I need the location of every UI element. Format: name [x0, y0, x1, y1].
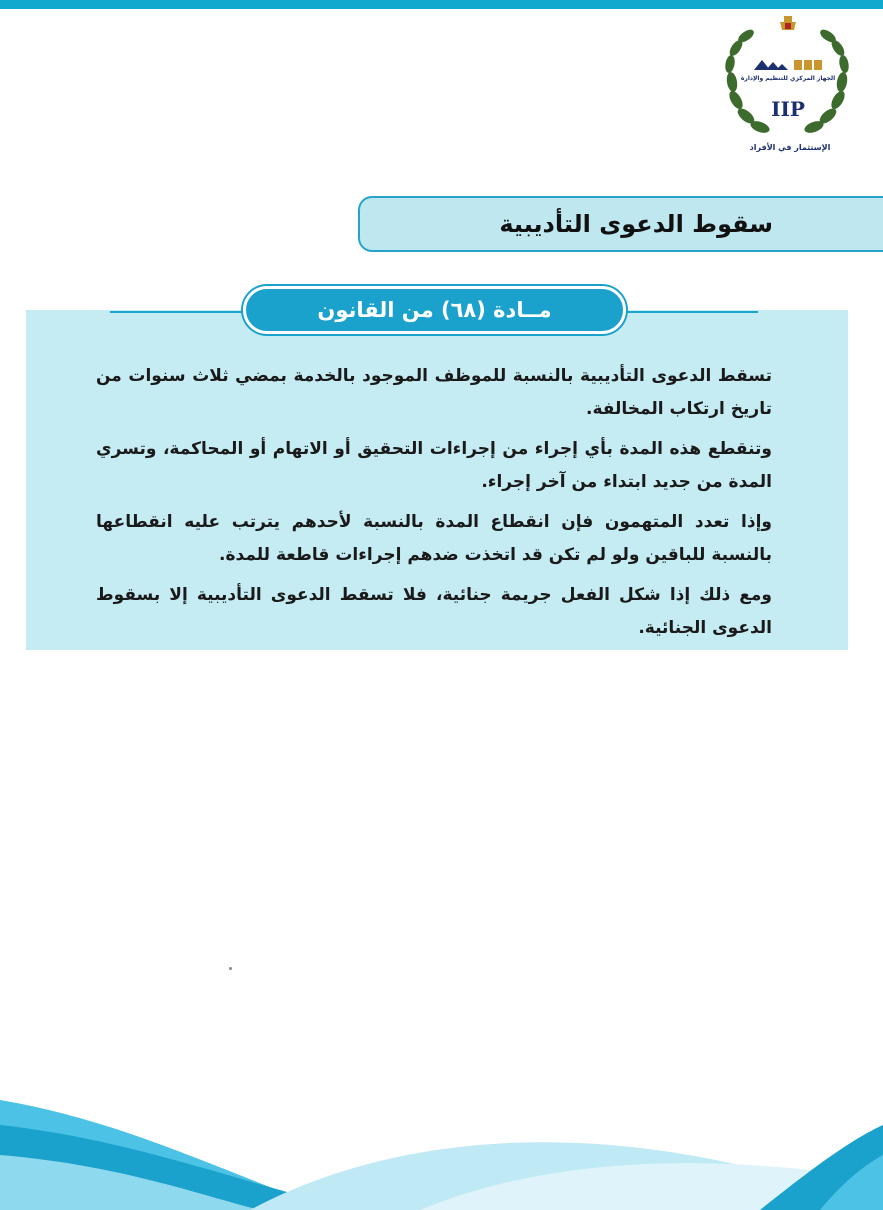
divider-line-right — [626, 311, 758, 313]
decorative-waves — [0, 1080, 883, 1210]
organization-logo — [718, 12, 858, 160]
article-paragraph: تسقط الدعوى التأديبية بالنسبة للموظف الموجود بالخدمة بمضي ثلاث سنوات من تاريخ ارتكاب المخالفة. — [96, 366, 772, 419]
article-title-pill — [243, 286, 626, 334]
logo-slogan: الإستثمار في الأفراد — [749, 143, 831, 152]
divider-line-left — [110, 311, 242, 313]
top-accent-bar — [0, 0, 883, 9]
article-title: مــادة (٦٨) من القانون — [317, 298, 552, 322]
article-body — [96, 360, 772, 652]
section-title-box — [358, 196, 883, 252]
section-title: سقوط الدعوى التأديبية — [499, 210, 773, 238]
article-paragraph: وإذا تعدد المتهمون فإن انقطاع المدة بالنسبة لأحدهم يترتب عليه انقطاعها بالنسبة للباقين ولو لم تكن قد اتخذت ضدهم إجراءات قاطعة للمدة. — [96, 512, 772, 565]
laurel-wreath-eagle-icon — [718, 12, 858, 160]
article-paragraph: وتنقطع هذه المدة بأي إجراء من إجراءات التحقيق أو الاتهام أو المحاكمة، وتسري المدة من جديد ابتداء من آخر إجراء. — [96, 439, 772, 492]
wave-decoration-icon — [0, 1080, 883, 1210]
logo-acronym: IIP — [771, 97, 805, 121]
article-paragraph: ومع ذلك إذا شكل الفعل جريمة جنائية، فلا تسقط الدعوى التأديبية إلا بسقوط الدعوى الجنائية. — [96, 585, 772, 638]
logo-org-name: الجهاز المركزي للتنظيم والإدارة — [740, 75, 836, 82]
scan-speck — [229, 967, 232, 970]
